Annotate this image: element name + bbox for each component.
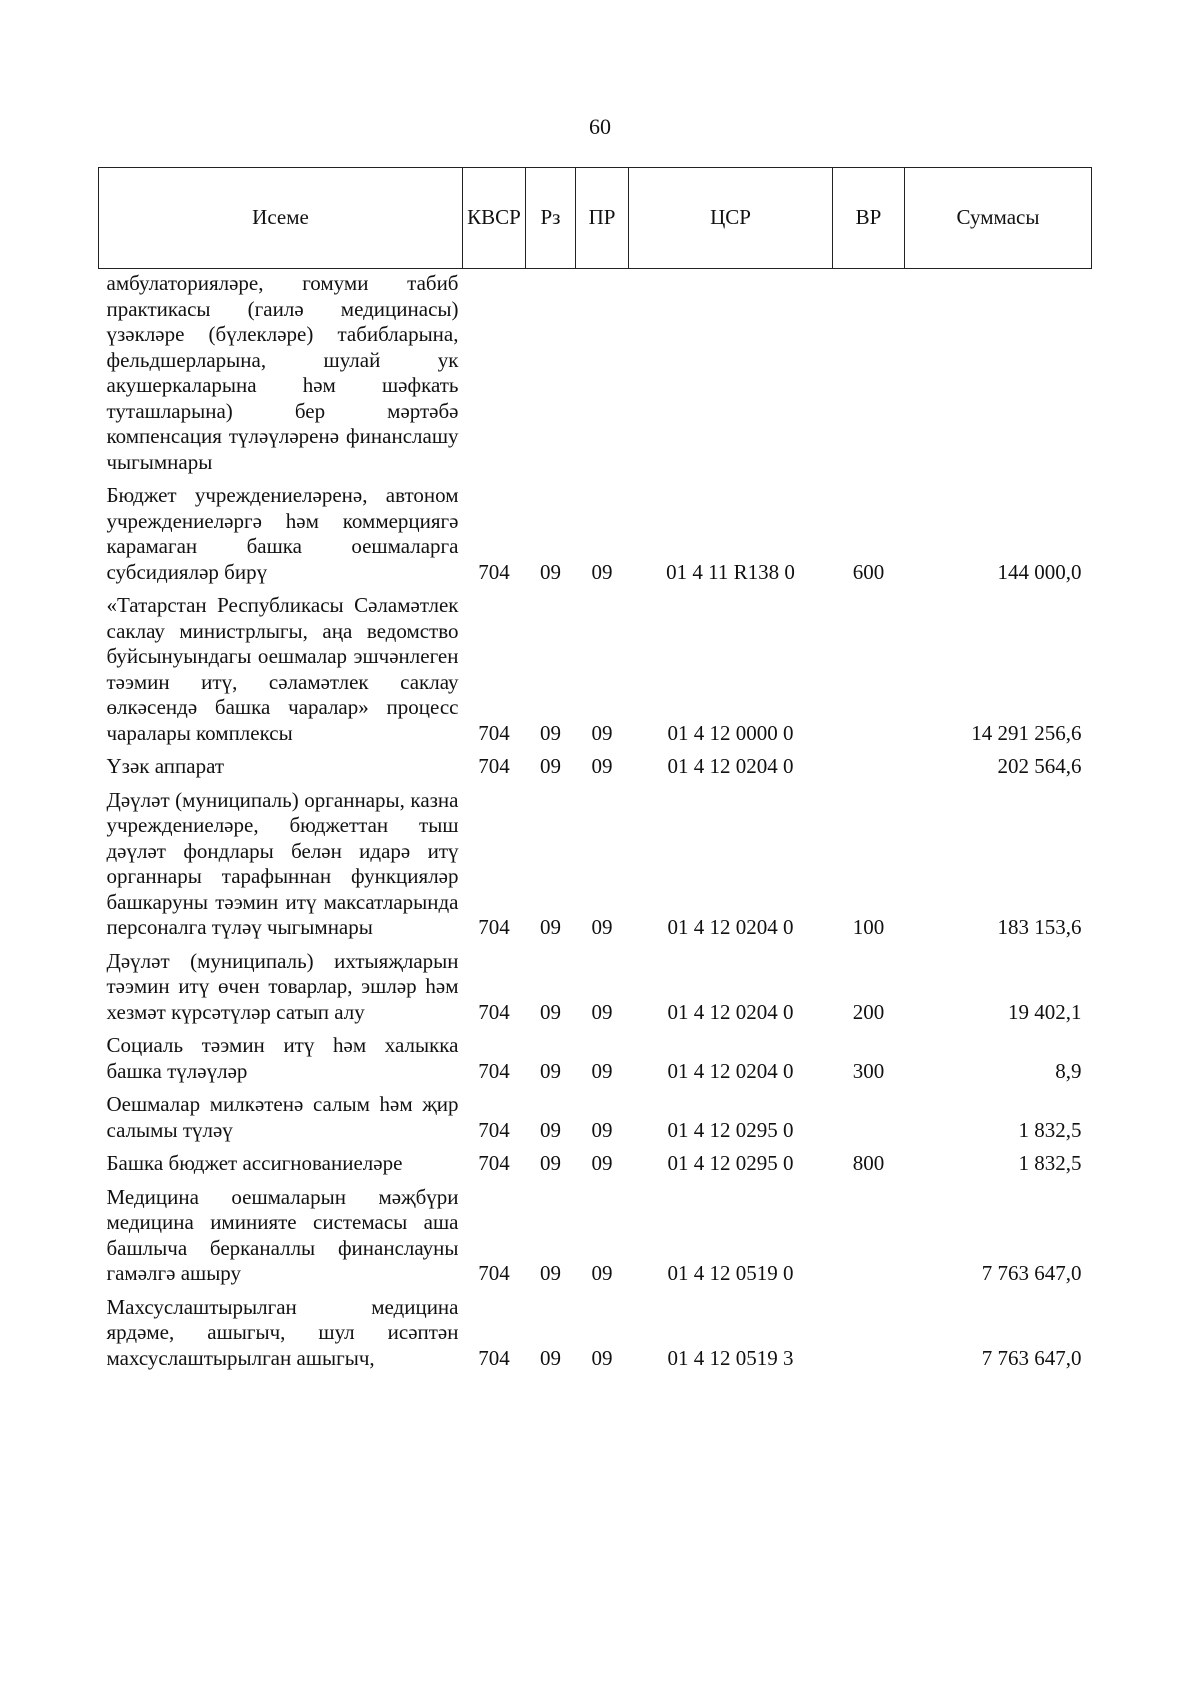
row-name: Оешмалар милкәтенә салым һәм җир салымы түләү [106, 1092, 459, 1142]
row-sum: 8,9 [1055, 1058, 1082, 1083]
page-number: 60 [589, 114, 611, 139]
row-csr: 01 4 12 0295 0 [667, 1151, 794, 1175]
row-name: Бюджет учреждениеләренә, автоном учреждениеләргә һәм коммерциягә карамаган башка оешмаларга субсидияләр бирү [106, 483, 459, 584]
row-pr: 09 [591, 1261, 613, 1285]
row-csr: 01 4 12 0000 0 [667, 720, 794, 745]
row-rz: 09 [540, 1117, 561, 1142]
row-sum: 202 564,6 [997, 754, 1082, 778]
header-sum: Суммасы [905, 168, 1092, 269]
row-pr [576, 269, 629, 482]
row-vr: 200 [852, 999, 885, 1024]
row-pr: 09 [591, 1117, 613, 1142]
row-kvsr: 704 [478, 1151, 510, 1175]
table-row [99, 1183, 1092, 1293]
row-sum: 7 763 647,0 [981, 1345, 1082, 1370]
row-kvsr: 704 [478, 1345, 510, 1370]
row-vr [833, 269, 905, 482]
row-name: Социаль тәэмин итү һәм халыкка башка түләүләр [106, 1033, 459, 1083]
row-pr: 09 [591, 559, 613, 584]
row-kvsr: 704 [478, 1117, 510, 1142]
row-sum: 144 000,0 [997, 559, 1082, 584]
row-pr: 09 [591, 1058, 613, 1083]
row-rz: 09 [540, 720, 561, 745]
row-vr: 100 [852, 915, 885, 939]
header-csr: ЦСР [629, 168, 833, 269]
row-rz: 09 [540, 1058, 561, 1083]
row-pr: 09 [591, 915, 613, 939]
row-rz: 09 [540, 999, 561, 1024]
row-name: Башка бюджет ассигнованиеләре [106, 1151, 403, 1175]
row-rz: 09 [540, 1261, 561, 1285]
row-sum: 1 832,5 [1018, 1151, 1082, 1175]
header-kvsr: КВСР [463, 168, 526, 269]
row-kvsr: 704 [478, 915, 510, 939]
row-name: Махсуслаштырылган медицина ярдәме, ашыгыч, шул исәптән махсуслаштырылган ашыгыч, [106, 1294, 459, 1370]
table-row [99, 269, 1092, 482]
row-pr: 09 [591, 754, 613, 778]
row-name: Дәүләт (муниципаль) органнары, казна учреждениеләре, бюджеттан тыш дәүләт фондлары белән идарә итү органнары тарафыннан функцияләр башкаруны тәэмин итү максатларында персоналга түләү чыгымнары [106, 787, 459, 939]
header-rz: Рз [526, 168, 576, 269]
header-pr: ПР [576, 168, 629, 269]
table-row [99, 1090, 1092, 1149]
row-sum: 1 832,5 [1018, 1117, 1082, 1142]
table-row [99, 1293, 1092, 1378]
table-row [99, 947, 1092, 1032]
row-kvsr: 704 [478, 720, 510, 745]
table-row [99, 1149, 1092, 1183]
row-rz: 09 [540, 559, 561, 584]
row-sum: 183 153,6 [997, 915, 1082, 939]
row-kvsr: 704 [478, 999, 510, 1024]
row-csr: 01 4 12 0295 0 [667, 1117, 794, 1142]
row-csr: 01 4 12 0204 0 [667, 999, 794, 1024]
row-rz: 09 [540, 754, 561, 778]
row-vr [833, 752, 905, 786]
row-csr: 01 4 12 0519 3 [667, 1345, 794, 1370]
header-vr: ВР [833, 168, 905, 269]
row-kvsr: 704 [478, 559, 510, 584]
row-name: «Татарстан Республикасы Сәламәтлек саклау министрлыгы, аңа ведомство буйсынуындагы оешмалар эшчәнлеген тәэмин итү, сәламәтлек саклау өлкәсендә башка чаралар» процесс чаралары комплексы [106, 593, 459, 745]
row-vr [833, 1183, 905, 1293]
table-row [99, 591, 1092, 752]
budget-table [98, 167, 1092, 1377]
table-row [99, 752, 1092, 786]
table-row [99, 481, 1092, 591]
row-vr: 800 [852, 1151, 885, 1175]
row-csr [629, 269, 833, 482]
row-csr: 01 4 12 0204 0 [667, 915, 794, 939]
row-vr [833, 591, 905, 752]
row-vr: 600 [852, 559, 885, 584]
table-row [99, 786, 1092, 947]
row-pr: 09 [591, 1345, 613, 1370]
row-rz: 09 [540, 915, 561, 939]
row-kvsr [463, 269, 526, 482]
table-row [99, 1031, 1092, 1090]
table-header-row [99, 168, 1092, 269]
row-sum: 7 763 647,0 [981, 1261, 1082, 1285]
row-name: Үзәк аппарат [106, 754, 225, 778]
header-name: Исеме [99, 168, 463, 269]
row-kvsr: 704 [478, 1261, 510, 1285]
row-csr: 01 4 12 0204 0 [667, 1058, 794, 1083]
row-pr: 09 [591, 999, 613, 1024]
row-name: Медицина оешмаларын мәҗбүри медицина иминияте системасы аша башлыча берканаллы финанслауны гамәлгә ашыру [106, 1184, 459, 1285]
row-rz: 09 [540, 1151, 561, 1175]
row-csr: 01 4 12 0204 0 [667, 754, 794, 778]
row-rz: 09 [540, 1345, 561, 1370]
row-vr: 300 [852, 1058, 885, 1083]
row-vr [833, 1293, 905, 1378]
row-rz [526, 269, 576, 482]
row-kvsr: 704 [478, 754, 510, 778]
row-name: Дәүләт (муниципаль) ихтыяҗларын тәэмин итү өчен товарлар, эшләр һәм хезмәт күрсәтүләр сатып алу [106, 948, 459, 1024]
row-sum: 14 291 256,6 [971, 720, 1082, 745]
row-sum [905, 269, 1092, 482]
row-kvsr: 704 [478, 1058, 510, 1083]
row-csr: 01 4 11 R138 0 [666, 559, 795, 584]
row-pr: 09 [591, 720, 613, 745]
row-name: амбулаторияләре, гомуми табиб практикасы (гаилә медицинасы) үзәкләре (бүлекләре) табибларына, фельдшерларына, шулай ук акушеркаларына һәм шәфкать туташларына) бер мәртәбә компенсация түләүләренә финанслашу чыгымнары [106, 271, 459, 474]
row-vr [833, 1090, 905, 1149]
row-pr: 09 [591, 1151, 613, 1175]
row-sum: 19 402,1 [1008, 999, 1082, 1024]
row-csr: 01 4 12 0519 0 [667, 1261, 794, 1285]
